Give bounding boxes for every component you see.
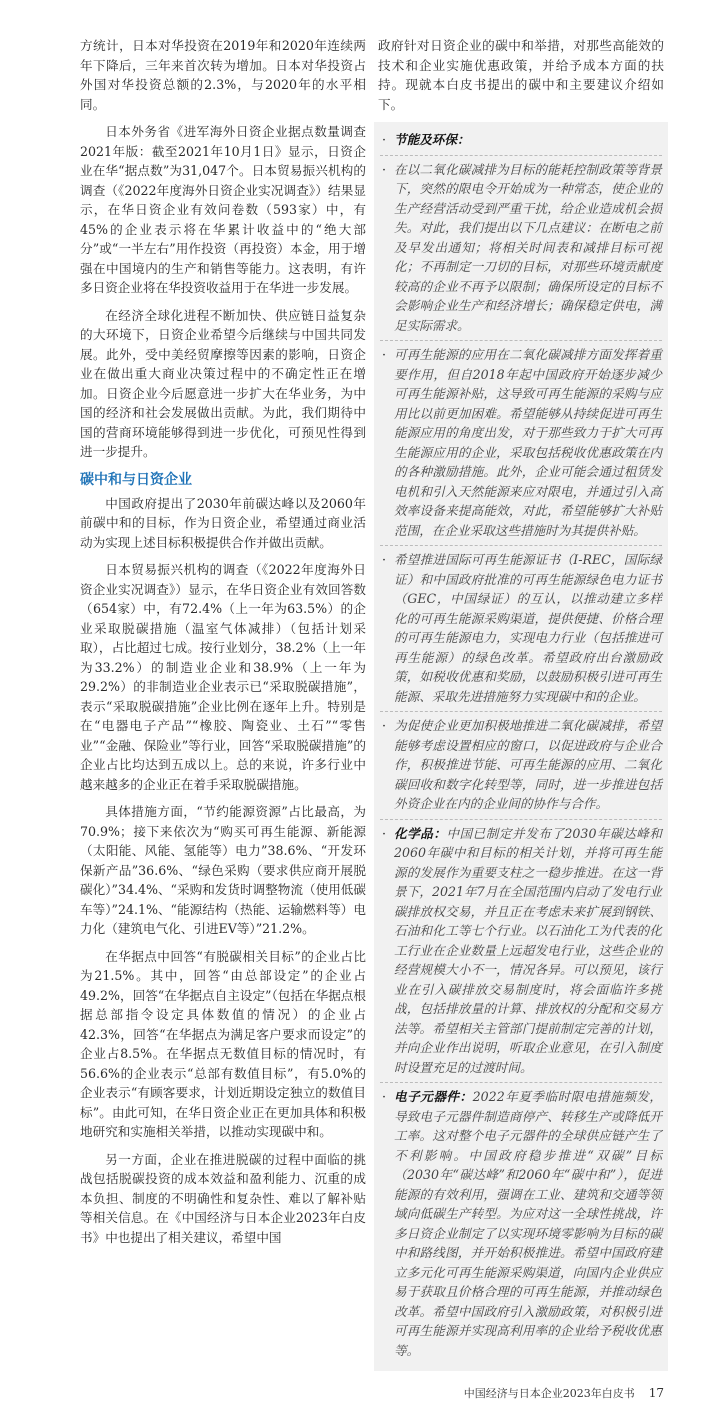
recommendation-item (380, 820, 662, 1084)
bullet-icon: · (382, 132, 387, 147)
paragraph: 具体措施方面，“节约能源资源”占比最高，为70.9%；接下来依次为“购买可再生能源、新能源（太阳能、风能、氢能等）电力”38.6%、“开发环保新产品”36.6%、“绿色采购（要求供应商开展脱碳化）”34.4%、“采购和发货时调整物流（使用低碳车等）”24.1%、“能源结构（热能、运输燃料等）电力化（建筑电气化、引进EV等）”21.2%。 (80, 804, 366, 936)
paragraph: 在华据点中回答“有脱碳相关目标”的企业占比为21.5%。其中，回答“由总部设定”的企业占49.2%，回答“在华据点自主设定”（包括在华据点根据总部指令设定具体数值的情况）的企业占42.3%，回答“在华据点为满足客户要求而设定”的企业占8.5%。在华据点无数值目标的情况时，有56.6%的企业表示“总部有数值目标”，有5.0%的企业表示“有顾客要求，计划近期设定独立的数值目标”。由此可知，在华日资企业正在更加具体和积极地研究和实施相关举措，以推动实现碳中和。 (80, 948, 366, 1139)
item-title: 节能及环保： (394, 132, 470, 147)
page-number: 17 (648, 1386, 664, 1400)
item-title: 电子元器件： (394, 1089, 473, 1104)
bullet-icon: · (382, 718, 387, 733)
bullet-icon: · (382, 552, 387, 567)
recommendation-item (380, 712, 662, 820)
paragraph: 方统计，日本对华投资在2019年和2020年连续两年下降后，三年来首次转为增加。日本对华投资占外国对华投资总额的2.3%，与2020年的水平相同。 (80, 38, 366, 112)
item-text: 中国已制定并发布了2030年碳达峰和2060年碳中和目标的相关计划，并将可再生能源的发展作为重要支柱之一稳步推进。在这一背景下，2021年7月在全国范围内启动了发电行业碳排放权交易，并且正在考虑未来扩展到钢铁、石油和化工等七个行业。以石油化工为代表的化工行业在企业数量上远超发电行业，这些企业的经营规模大小不一，情况各异。可以预见，该行业在引入碳排放交易制度时，将会面临许多挑战，包括排放量的计算、排放权的分配和交易方法等。希望相关主管部门提前制定完善的计划，并向企业作出说明，听取企业意见，在引入制度时设置充足的过渡时间。 (394, 825, 662, 1075)
recommendation-item (380, 341, 662, 546)
bullet-icon: · (382, 161, 387, 177)
recommendation-item (380, 156, 662, 342)
item-text: 为促使企业更加积极地推进二氧化碳减排，希望能够考虑设置相应的窗口，以促进政府与企业合作，积极推进节能、可再生能源的应用、二氧化碳回收和数字化转型等，同时，进一步推进包括外资企业在内的企业间的协作与合作。 (394, 718, 662, 811)
page-footer (0, 1371, 710, 1411)
bullet-icon: · (382, 1089, 387, 1104)
recommendation-item (380, 546, 662, 712)
section-heading: 碳中和与日资企业 (80, 471, 192, 488)
recommendation-item (380, 1083, 662, 1365)
right-column (378, 36, 664, 1371)
bullet-icon: · (382, 347, 387, 362)
recommendation-item (380, 126, 662, 156)
item-title: 化学品： (394, 825, 447, 841)
item-text: 可再生能源的应用在二氧化碳减排方面发挥着重要作用，但自2018年起中国政府开始逐步减少可再生能源补贴，这导致可再生能源的采购与应用比以前更加困难。希望能够从持续促进可再生能源应用的角度出发，对于那些致力于扩大可再生能源应用的企业，采取包括税收优惠政策在内的各种激励措施。此外，企业可能会通过租赁发电机和引入天然能源来应对限电，并通过引入高效率设备来提高能效，对此，希望能够扩大补贴范围，在企业采取这些措施时为其提供补贴。 (394, 347, 662, 538)
paragraph: 中国政府提出了2030年前碳达峰以及2060年前碳中和的目标，作为日资企业，希望通过商业活动为实现上述目标积极提供合作并做出贡献。 (80, 495, 366, 550)
paragraph: 另一方面，企业在推进脱碳的过程中面临的挑战包括脱碳投资的成本效益和盈利能力、沉重的成本负担、制度的不明确性和复杂性、难以了解补贴等相关信息。在《中国经济与日本企业2023年白皮书》中也提出了相关建议，希望中国 (80, 1151, 366, 1245)
item-text: 2022年夏季临时限电措施频发，导致电子元器件制造商停产、转移生产或降低开工率。这对整个电子元器件的全球供应链产生了不利影响。中国政府稳步推进“双碳”目标（2030年“碳达峰”和2060年“碳中和”），促进能源的有效利用，强调在工业、建筑和交通等领域向低碳生产转型。为应对这一全球性挑战，许多日资企业制定了以实现环境零影响为目标的碳中和路线图，并开始积极推进。希望中国政府建立多元化可再生能源采购渠道，向国内企业供应易于获取且价格合理的可再生能源，并推动绿色改革。希望中国政府引入激励政策，对积极引进可再生能源并实现高利用率的企业给予税收优惠等。 (394, 1089, 662, 1358)
paragraph: 日本贸易振兴机构的调查（《2022年度海外日资企业实况调查》）显示，在华日资企业有效回答数（654家）中，有72.4%（上一年为63.5%）的企业采取脱碳措施（温室气体减排）（包括计划采取），占比超过七成。按行业划分，38.2%（上一年为33.2%）的制造业企业和38.9%（上一年为29.2%）的非制造业企业表示已“采取脱碳措施”，表示“采取脱碳措施”企业比例在逐年上升。特别是在“电器电子产品”“橡胶、陶瓷业、土石”“零售业”“金融、保险业”等行业，回答“采取脱碳措施”的企业占比均达到五成以上。总的来说，许多行业中越来越多的企业正在着手采取脱碳措施。 (80, 562, 366, 792)
item-text: 希望推进国际可再生能源证书（I-REC，国际绿证）和中国政府批准的可再生能源绿色电力证书（GEC，中国绿证）的互认，以推动建立多样化的可再生能源采购渠道，提供便捷、价格合理的可再生能源电力，实现电力行业（包括推进可再生能源）的绿色改革。希望政府出台激励政策，如税收优惠和奖励，以鼓励积极引进可再生能源、采取先进措施努力实现碳中和的企业。 (394, 552, 662, 704)
paragraph: 政府针对日资企业的碳中和举措，对那些高能效的技术和企业实施优惠政策，并给予成本方面的扶持。现就本白皮书提出的碳中和主要建议介绍如下。 (378, 38, 664, 112)
bullet-icon: · (382, 825, 387, 841)
publication-title: 中国经济与日本企业2023年白皮书 (463, 1387, 635, 1400)
item-text: 在以二氧化碳减排为目标的能耗控制政策等背景下，突然的限电令开始成为一种常态，使企业的生产经营活动受到严重干扰，给企业造成机会损失。对此，我们提出以下几点建议：在断电之前及早发出通知；将相关时间表和减排目标可视化；不再制定一刀切的目标，对那些环境贡献度较高的企业不再予以限制；确保所设定的目标不会影响企业生产和经济增长；确保稳定供电，满足实际需求。 (394, 161, 662, 333)
left-column (80, 36, 366, 1255)
paragraph: 日本外务省《进军海外日资企业据点数量调查2021年版：截至2021年10月1日》显示，日资企业在华“据点数”为31,047个。日本贸易振兴机构的调查（《2022年度海外日资企业实况调查》）结果显示，在华日资企业有效问卷数（593家）中，有45%的企业表示将在华累计收益中的“绝大部分”或“一半左右”用作投资（再投资）本金，用于增强在中国境内的生产和销售等能力。这表明，有许多日资企业将在华投资收益用于在华进一步发展。 (80, 124, 366, 295)
recommendations-box (374, 122, 668, 1371)
paragraph: 在经济全球化进程不断加快、供应链日益复杂的大环境下，日资企业希望今后继续与中国共同发展。此外，受中美经贸摩擦等因素的影响，日资企业在做出重大商业决策过程中的不确定性正在增加。日资企业今后愿意进一步扩大在华业务，为中国的经济和社会发展做出贡献。为此，我们期待中国的营商环境能够得到进一步优化，可预见性得到进一步提升。 (80, 307, 366, 459)
